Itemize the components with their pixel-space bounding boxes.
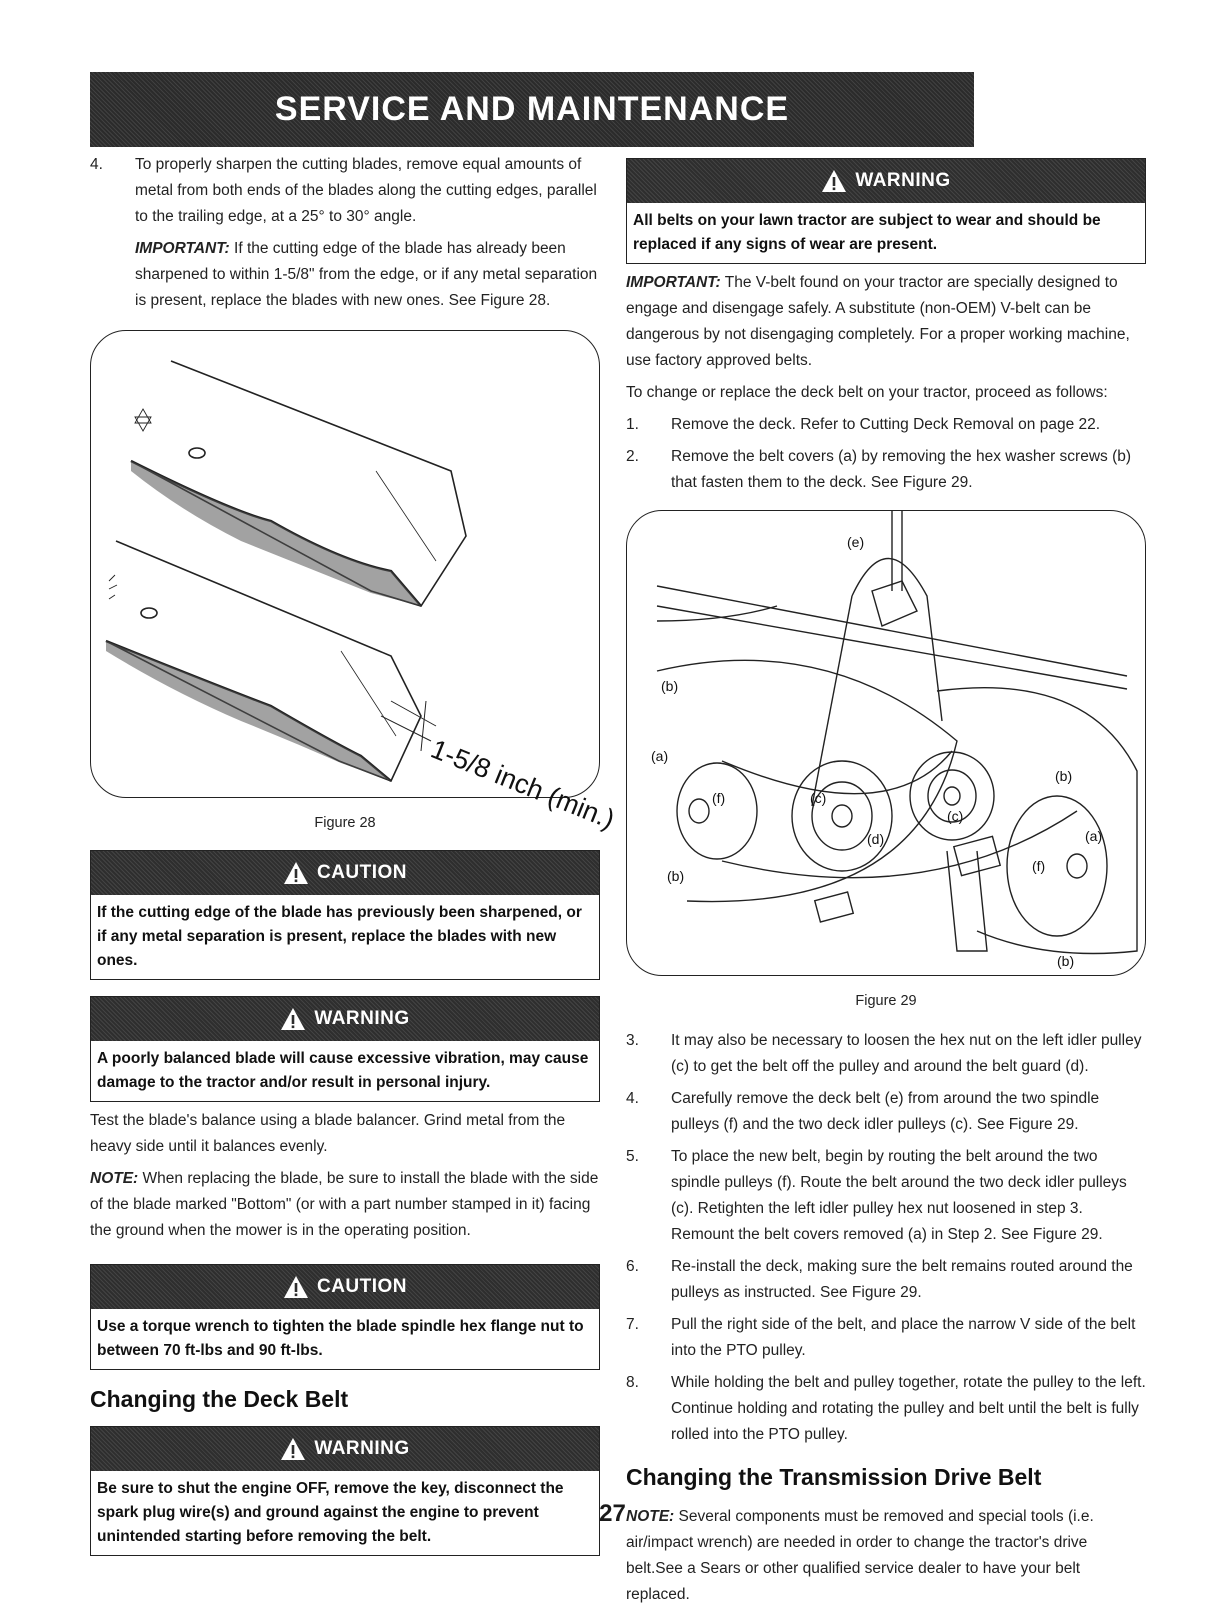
step-text: While holding the belt and pulley together, rotate the pulley to the left. Continue holding and rotating the pulley and belt until the belt is fully rolled into the PTO pulley. [671,1374,1146,1443]
figure-28-caption: Figure 28 [314,815,376,831]
label-a1: (a) [651,748,669,764]
warning-header [627,159,1145,203]
step-number: 7. [626,1316,639,1333]
step-4 [626,1086,1146,1138]
warning-label: WARNING [314,1438,410,1459]
note-label: NOTE: [90,1170,139,1187]
alert-triangle-icon [821,169,847,193]
warning-header [91,1427,599,1471]
right-column [626,158,1146,1614]
step-number: 2. [626,448,639,465]
warning-box-2 [90,1426,600,1556]
section-header-bar [90,72,974,147]
note-text: Several components must be removed and special tools (i.e. air/impact wrench) are needed in order to change the tractor's drive belt.See a Sears or other qualified service dealer to have your belt replaced. [626,1508,1094,1603]
step-5 [626,1144,1146,1248]
alert-triangle-icon [280,1437,306,1461]
balance-paragraph: Test the blade's balance using a blade balancer. Grind metal from the heavy side until it balances evenly. [90,1112,566,1155]
step-3 [626,1028,1146,1080]
step-number: 3. [626,1032,639,1049]
intro-paragraph: To change or replace the deck belt on your tractor, proceed as follows: [626,384,1108,401]
figure-29-caption: Figure 29 [855,993,917,1009]
alert-triangle-icon [283,1275,309,1299]
warning-header [91,997,599,1041]
step-text: Remove the belt covers (a) by removing the hex washer screws (b) that fasten them to the deck. See Figure 29. [671,448,1132,491]
caution-text: If the cutting edge of the blade has previously been sharpened, or if any metal separation is present, replace the blades with new ones. [97,904,582,969]
caution-box-2 [90,1264,600,1370]
deck-illustration [627,511,1147,977]
important-text: If the cutting edge of the blade has already been sharpened to within 1-5/8" from the edge, or if any metal separation is present, replace the blades with new ones. See Figure 28. [135,240,598,309]
label-e: (e) [847,534,865,550]
note-text: When replacing the blade, be sure to install the blade with the side of the blade marked "Bottom" (or with a part number stamped in it) facing the ground when the mower is in the operating position. [90,1170,599,1239]
step-number: 6. [626,1258,639,1275]
warning-text: Be sure to shut the engine OFF, remove the key, disconnect the spark plug wire(s) and ground against the engine to prevent unintended starting before removing the belt. [97,1480,564,1545]
step-7 [626,1312,1146,1364]
caution-label: CAUTION [316,1276,408,1297]
step-4 [90,152,600,230]
section-title: SERVICE AND MAINTENANCE [274,90,790,128]
caution-label: CAUTION [316,862,408,883]
step-text: It may also be necessary to loosen the hex nut on the left idler pulley (c) to get the belt off the pulley and around the belt guard (d). [671,1032,1142,1075]
warning-box-1 [90,996,600,1102]
label-c2: (c) [947,808,964,824]
label-c1: (c) [810,790,827,806]
figure-29-deck-belt [626,510,1146,976]
note-label: NOTE: [626,1508,675,1525]
important-note [90,236,600,314]
step-number: 4. [626,1090,639,1107]
step-number: 1. [626,416,639,433]
deck-belt-heading: Changing the Deck Belt [90,1386,349,1412]
label-b1: (b) [661,678,679,694]
label-b2: (b) [667,868,685,884]
note-paragraph [90,1166,600,1244]
step-number: 8. [626,1374,639,1391]
label-f1: (f) [712,790,726,806]
important-paragraph [626,270,1146,374]
caution-text: Use a torque wrench to tighten the blade spindle hex flange nut to between 70 ft-lbs and 90 ft-lbs. [97,1318,584,1359]
step-text: Pull the right side of the belt, and place the narrow V side of the belt into the PTO pulley. [671,1316,1136,1359]
label-b3: (b) [1055,768,1073,784]
label-a2: (a) [1085,828,1103,844]
warning-text: A poorly balanced blade will cause excessive vibration, may cause damage to the tractor and/or result in personal injury. [97,1050,589,1091]
step-text: To place the new belt, begin by routing the belt around the two spindle pulleys (f). Route the belt around the two deck idler pulleys (c). Retighten the left idler pulley hex nut loosened in step 3. Remount the belt covers removed (a) in Step 2. See Figure 29. [671,1148,1127,1243]
important-label: IMPORTANT: [626,274,721,291]
transmission-belt-heading: Changing the Transmission Drive Belt [626,1464,1042,1490]
caution-box-1 [90,850,600,980]
step-text: Remove the deck. Refer to Cutting Deck Removal on page 22. [671,416,1101,433]
step-2 [626,444,1146,496]
label-b4: (b) [1057,953,1075,969]
step-number: 4. [90,156,103,173]
measure-label: 1-5/8 inch (min.) [426,733,619,835]
caution-header [91,1265,599,1309]
important-label: IMPORTANT: [135,240,230,257]
label-d: (d) [867,831,885,847]
step-number: 5. [626,1148,639,1165]
step-6 [626,1254,1146,1306]
warning-text: All belts on your lawn tractor are subject to wear and should be replaced if any signs of wear are present. [633,212,1101,253]
alert-triangle-icon [283,861,309,885]
warning-label: WARNING [314,1008,410,1029]
warning-label: WARNING [855,170,951,191]
caution-header [91,851,599,895]
warning-box-3 [626,158,1146,264]
label-f2: (f) [1032,858,1046,874]
step-8 [626,1370,1146,1448]
step-text: To properly sharpen the cutting blades, remove equal amounts of metal from both ends of the blades along the cutting edges, parallel to the trailing edge, at a 25° to 30° angle. [135,156,597,225]
important-text: The V-belt found on your tractor are specially designed to engage and disengage safely. A substitute (non-OEM) V-belt can be dangerous by not disengaging completely. For a proper working machine, use factory approved belts. [626,274,1130,369]
step-text: Re-install the deck, making sure the belt remains routed around the pulleys as instructed. See Figure 29. [671,1258,1133,1301]
page-number: 27 [599,1500,626,1527]
step-text: Carefully remove the deck belt (e) from around the two spindle pulleys (f) and the two deck idler pulleys (c). See Figure 29. [671,1090,1100,1133]
step-1 [626,412,1146,438]
alert-triangle-icon [280,1007,306,1031]
